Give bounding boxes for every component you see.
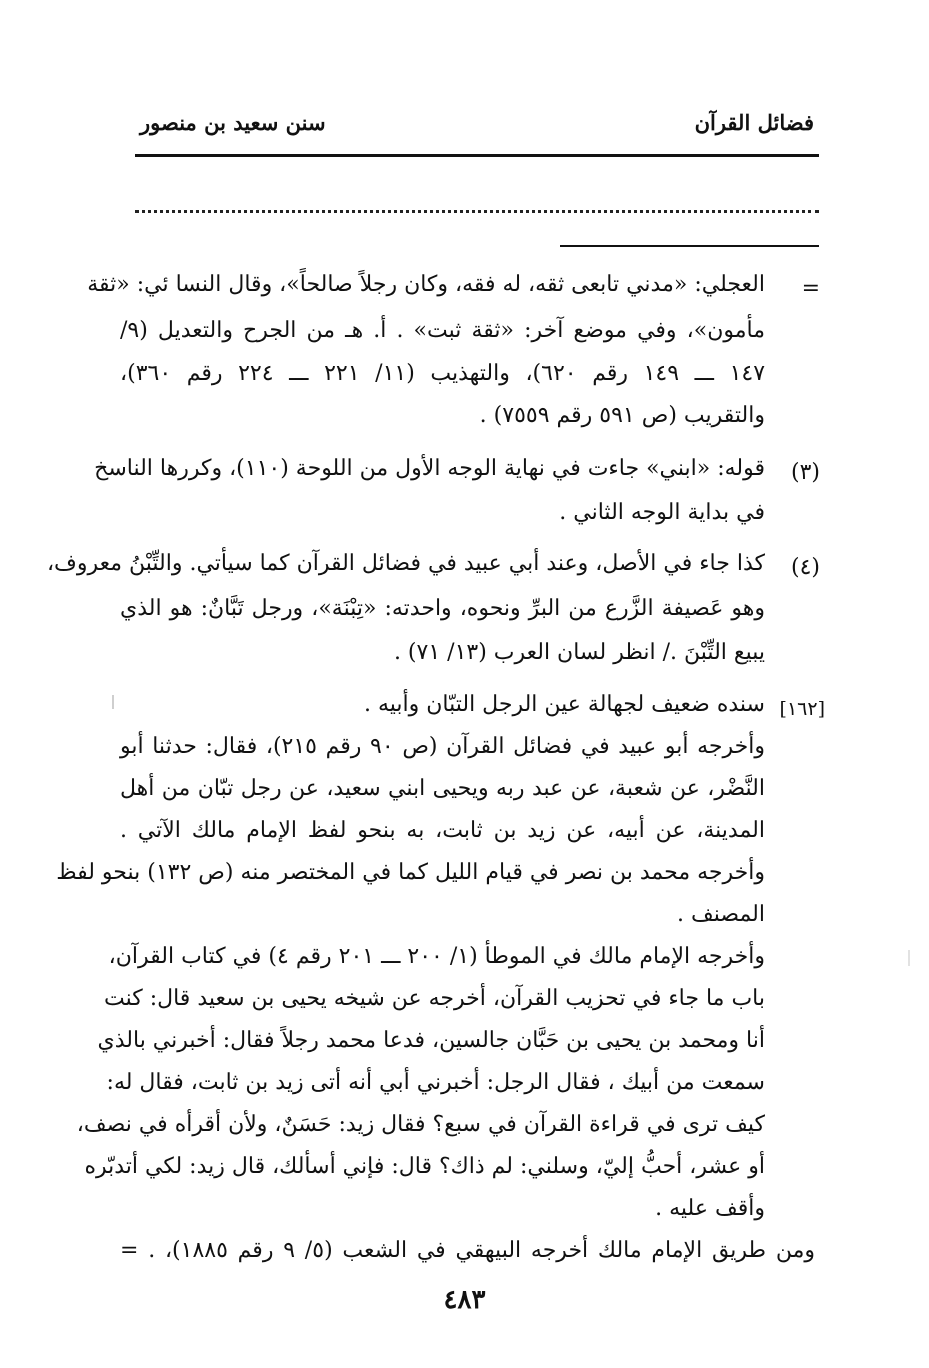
commentary-line: كيف ترى في قراءة القرآن في سبع؟ فقال زيد: حَسَنٌ، ولأن أقرأه في نصف، [76, 1112, 765, 1137]
footnote-line: قوله: «ابني» جاءت في نهاية الوجه الأول من اللوحة (١١٠)، وكررها الناسخ [94, 456, 765, 481]
header-rule [135, 154, 819, 157]
commentary-line: المدينة، عن أبيه، عن زيد بن ثابت، به بنحو لفظ الإمام مالك الآتي . [120, 818, 765, 843]
scan-mark [908, 950, 910, 966]
footnote-marker-4: (٤) [790, 555, 820, 580]
footnote-separator [560, 245, 819, 247]
running-title-right: فضائل القرآن [694, 110, 814, 135]
commentary-line: أو عشر، أحبُّ إليّ، وسلني: لم ذاك؟ قال: فإني أسألك، قال زيد: لكي أتدبّره [84, 1154, 765, 1179]
commentary-line: وأقف عليه . [655, 1196, 765, 1221]
commentary-line: وأخرجه أبو عبيد في فضائل القرآن (ص ٩٠ رقم ٢١٥)، فقال: حدثنا أبو [120, 734, 765, 759]
footnote-line: وهو عَصيفة الزَّرع من البرِّ ونحوه، واحدته: «تِبْنَة»، ورجل تَبَّانٌ: هو الذي [120, 596, 765, 621]
footnote-line: يبيع التِّبْنَ ./ انظر لسان العرب (١٣/ ٧١) . [393, 640, 765, 665]
commentary-line: ومن طريق الإمام مالك أخرجه البيهقي في الشعب (٥/ ٩ رقم ١٨٨٥)، . = [120, 1238, 815, 1263]
commentary-line: وأخرجه محمد بن نصر في قيام الليل كما في المختصر منه (ص ١٣٢) بنحو لفظ [56, 860, 765, 885]
footnote-line: ١٤٧ ـــ ١٤٩ رقم ٦٢٠)، والتهذيب (١١/ ٢٢١ ـــ ٢٢٤ رقم ٣٦٠)، [120, 361, 766, 386]
commentary-line: سنده ضعيف لجهالة عين الرجل التبّان وأبيه . [363, 692, 765, 717]
footnote-line: والتقريب (ص ٥٩١ رقم ٧٥٥٩) . [479, 403, 765, 428]
footnote-line: العجلي: «مدني تابعى ثقه، له فقه، وكان رجلاً صالحاً»، وقال النسا ئي: «ثقة [87, 272, 765, 297]
commentary-line: النَّضْر، عن شعبة، عن عبد ربه ويحيى ابني سعيد، عن رجل تبّان من أهل [120, 776, 765, 801]
footnote-marker-continuation: = [801, 276, 820, 301]
scan-mark [112, 695, 114, 709]
dotted-separator [135, 210, 819, 213]
footnote-line: كذا جاء في الأصل، وعند أبي عبيد في فضائل القرآن كما سيأتي. والتِّبْنُ معروف، [46, 551, 765, 576]
page-number: ٤٨٣ [443, 1285, 486, 1315]
commentary-line: أنا ومحمد بن يحيى بن حَبَّان جالسين، فدعا محمد رجلاً فقال: أخبرني بالذي [97, 1028, 765, 1053]
running-title-left: سنن سعيد بن منصور [140, 110, 326, 135]
footnote-line: مأمون»، وفي موضع آخر: «ثقة ثبت» . أ. هـ من الجرح والتعديل (٩/ [120, 318, 765, 343]
footnote-marker-3: (٣) [790, 460, 820, 485]
commentary-line: وأخرجه الإمام مالك في الموطأ (١/ ٢٠٠ ـــ ٢٠١ رقم ٤) في كتاب القرآن، [108, 944, 765, 969]
commentary-marker-162: [١٦٢] [779, 698, 825, 720]
footnote-line: في بداية الوجه الثاني . [559, 500, 765, 525]
commentary-line: باب ما جاء في تحزيب القرآن، أخرجه عن شيخه يحيى بن سعيد قال: كنت [104, 986, 765, 1011]
commentary-line: المصنف . [676, 902, 765, 927]
commentary-line: سمعت من أبيك ، فقال الرجل: أخبرني أبي أنه أتى زيد بن ثابت، فقال له: [106, 1070, 765, 1095]
